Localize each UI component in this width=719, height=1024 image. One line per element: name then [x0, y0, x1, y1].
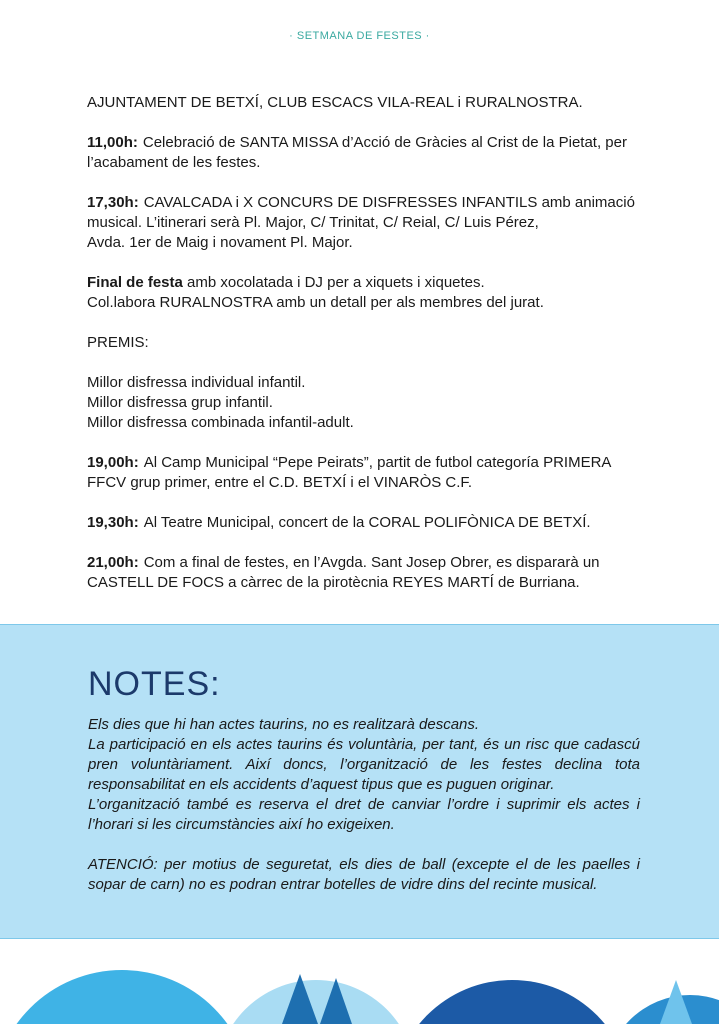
final-line-2: Col.labora RURALNOSTRA amb un detall per als membres del jurat.: [87, 294, 544, 311]
event-desc-cont: musical. L’itinerari serà Pl. Major, C/ Trinitat, C/ Reial, C/ Luis Pérez,: [87, 214, 539, 231]
event-desc-cont: l’acabament de les festes.: [87, 154, 261, 171]
decorative-circles: [0, 960, 719, 1024]
event-desc-cont: Avda. 1er de Maig i novament Pl. Major.: [87, 234, 353, 251]
final-rest: amb xocolatada i DJ per a xiquets i xiquetes.: [182, 274, 485, 291]
event-desc: Com a final de festes, en l’Avgda. Sant Josep Obrer, es dispararà un: [143, 554, 600, 571]
premis-title: PREMIS:: [87, 334, 149, 351]
event-1900: [87, 453, 657, 493]
premi-item: Millor disfressa individual infantil.: [87, 374, 306, 391]
deco-circle-1: [0, 970, 252, 1024]
notes-warning: ATENCIÓ: per motius de seguretat, els dies de ball (excepte el de les paelles i sopar de carn) no es podran entrar botelles de vidre dins del recinte musical.: [88, 856, 640, 893]
notes-title: NOTES:: [88, 665, 221, 703]
notes-box: [0, 624, 719, 939]
event-2100: [87, 553, 657, 593]
premi-item: Millor disfressa combinada infantil-adult.: [87, 414, 354, 431]
event-desc: CAVALCADA i X CONCURS DE DISFRESSES INFANTILS amb animació: [143, 194, 635, 211]
event-time: 19,00h:: [87, 454, 139, 471]
event-time: 19,30h:: [87, 514, 139, 531]
program-text: [87, 93, 657, 593]
final-bold: Final de festa: [87, 274, 183, 291]
event-1730: [87, 193, 657, 253]
notes-paragraph: Els dies que hi han actes taurins, no es realitzarà descans.: [88, 716, 480, 733]
event-1100: [87, 133, 657, 173]
event-1930: [87, 513, 657, 533]
notes-paragraph: La participació en els actes taurins és voluntària, per tant, és un risc que cadascú pren voluntàriament. Així doncs, l’organització de les festes declina tota responsabilitat en els accidents d’aquest tipus que es puguen originar.: [88, 736, 640, 793]
premi-item: Millor disfressa grup infantil.: [87, 394, 273, 411]
event-time: 21,00h:: [87, 554, 139, 571]
event-desc-cont: CASTELL DE FOCS a càrrec de la pirotècnia REYES MARTÍ de Burriana.: [87, 574, 580, 591]
event-desc: Al Teatre Municipal, concert de la CORAL POLIFÒNICA DE BETXÍ.: [143, 514, 591, 531]
event-time: 17,30h:: [87, 194, 139, 211]
notes-paragraph: L’organització també es reserva el dret de canviar l’ordre i suprimir els actes i l’horari si les circumstàncies així ho exigeixen.: [88, 796, 640, 833]
final-line: [87, 273, 657, 293]
intro-line: AJUNTAMENT DE BETXÍ, CLUB ESCACS VILA-REAL i RURALNOSTRA.: [87, 94, 583, 111]
notes-text: [88, 715, 640, 895]
event-time: 11,00h:: [87, 134, 138, 151]
event-desc: Celebració de SANTA MISSA d’Acció de Gràcies al Crist de la Pietat, per: [142, 134, 627, 151]
page-header: · SETMANA DE FESTES ·: [289, 30, 430, 42]
event-desc: Al Camp Municipal “Pepe Peirats”, partit de futbol categoría PRIMERA: [143, 454, 612, 471]
event-desc-cont: FFCV grup primer, entre el C.D. BETXÍ i el VINARÒS C.F.: [87, 474, 473, 491]
